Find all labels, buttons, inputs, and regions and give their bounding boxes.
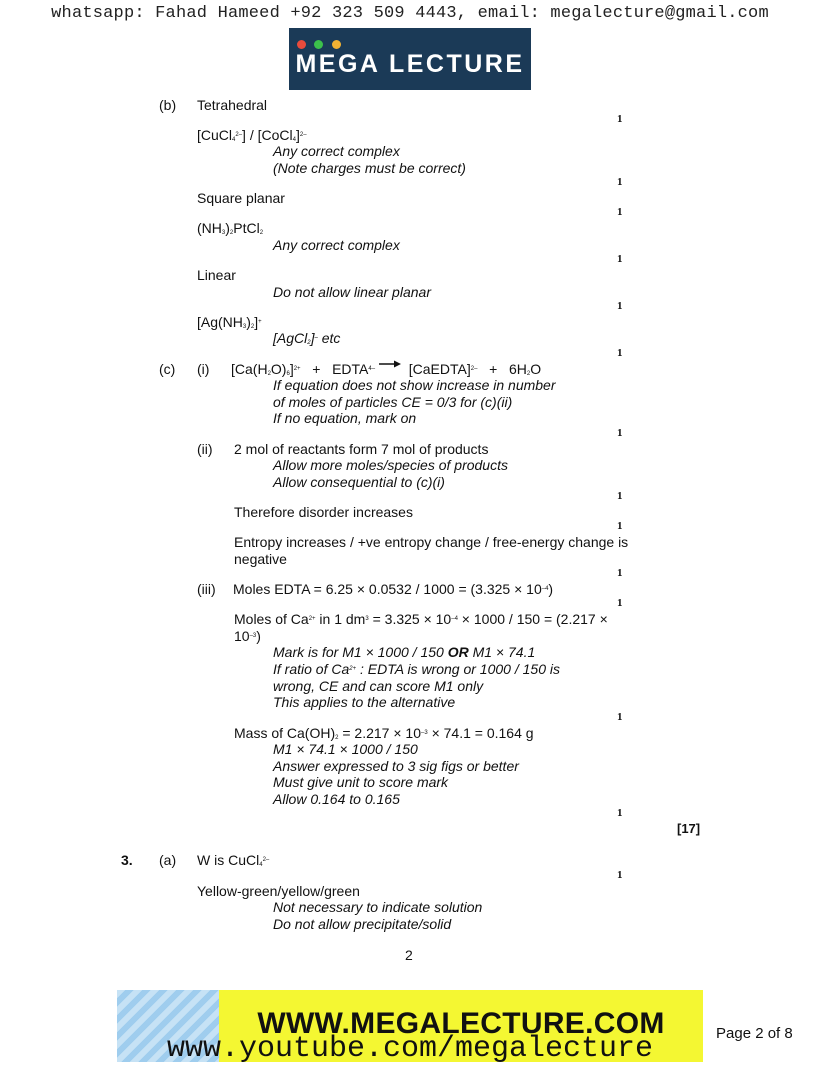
moles-edta-text: Moles EDTA = $6.25 \times 0.0532 / 1000 = (3.325 \times 10^{-4})$ [233,581,554,597]
mark-13: 1 [617,807,623,819]
linear-complex: $[Ag(NH_3)_2]^+$ [197,314,262,330]
part-3a-label: (a) [159,852,177,868]
mass-text: Mass of $Ca(OH)_2 = 2.217 \times 10^{-3} \times 74.1 = 0.164$ g [234,725,534,741]
note-m1-calc: M1 × 74.1 × 1000 / 150 [273,741,418,757]
right-arrow-icon [379,355,401,371]
mark-4: 1 [617,253,623,265]
page-of-indicator: Page 2 of 8 [716,1025,793,1042]
red-dot-icon [297,40,306,49]
note-mark-for: Mark is for M1 × 1000 / 150 OR M1 × 74.1 [273,644,536,660]
note-any-correct-1: Any correct complex [273,143,400,159]
entropy-text-2: negative [234,551,287,567]
entropy-text-1: Entropy increases / +ve entropy change / free-energy change is [234,534,629,550]
part-c-i-label: (i) [197,361,210,377]
mark-5: 1 [617,300,623,312]
mark-3: 1 [617,206,623,218]
note-charges: (Note charges must be correct) [273,160,466,176]
square-planar-complex: $(NH_3)_2PtCl_2$ [197,220,264,236]
note-sig-figs: Answer expressed to 3 sig figs or better [273,758,519,774]
question-3-label: 3. [121,852,133,868]
moles-ca-text-2: $10^{-3}$) [234,628,261,644]
mark-2: 1 [617,176,623,188]
disorder-text: Therefore disorder increases [234,504,413,520]
note-equation-2: of moles of particles CE = 0/3 for (c)(ii) [273,394,513,410]
part-b-label: (b) [159,97,177,113]
note-ratio: If ratio of $Ca^{2+}$ : EDTA is wrong or 1000 / 150 is [273,661,560,677]
linear-alt-complex: [AgCl$_2$]– etc [273,330,341,346]
mark-14: 1 [617,869,623,881]
square-planar-text: Square planar [197,190,285,206]
tetrahedral-text: Tetrahedral [197,97,268,113]
contact-header: whatsapp: Fahad Hameed +92 323 509 4443, email: megalecture@gmail.com [51,4,769,23]
mark-9: 1 [617,520,623,532]
note-more-moles: Allow more moles/species of products [273,457,508,473]
total-marks: [17] [677,821,701,836]
mark-10: 1 [617,567,623,579]
note-wrong-ce: wrong, CE and can score M1 only [273,678,484,694]
mark-6: 1 [617,347,623,359]
linear-text: Linear [197,267,236,283]
page-number: 2 [405,947,413,963]
mark-12: 1 [617,711,623,723]
mark-7: 1 [617,427,623,439]
colour-text: Yellow-green/yellow/green [197,883,360,899]
mark-8: 1 [617,490,623,502]
orange-dot-icon [332,40,341,49]
note-equation-3: If no equation, mark on [273,410,417,426]
note-allow-range: Allow 0.164 to 0.165 [273,791,400,807]
reactants-products-text: 2 mol of reactants form 7 mol of products [234,441,489,457]
equation: $[Ca(H_2O)_6]^{2+}$ + $EDTA^{4-}$ [CaEDTA]$^{2-}$ + $6H_2O$ [231,361,541,382]
mega-lecture-logo [289,28,531,90]
part-c-label: (c) [159,361,176,377]
mark-1: 1 [617,113,623,125]
note-unit: Must give unit to score mark [273,774,449,790]
mark-11: 1 [617,597,623,609]
website-link[interactable]: WWW.MEGALECTURE.COM [257,1007,665,1040]
note-equation-1: If equation does not show increase in number [273,377,556,393]
green-dot-icon [314,40,323,49]
tetrahedral-complex: [CuCl$_4^{2-}$] / [CoCl$_4$]$^{2-}$ [197,127,307,143]
note-consequential: Allow consequential to (c)(i) [273,474,445,490]
moles-ca-text: Moles of $Ca^{2+}$ in 1 $dm^3 = 3.325 \times 10^{-4} \times 1000 / 150 = (2.217$ × [234,611,608,627]
part-c-ii-label: (ii) [197,441,213,457]
note-any-correct-2: Any correct complex [273,237,400,253]
note-linear-planar: Do not allow linear planar [273,284,431,300]
part-c-iii-label: (iii) [197,581,216,597]
note-not-necessary: Not necessary to indicate solution [273,899,483,915]
w-identity-text: W is CuCl$_4^{2-}$ [197,852,270,868]
note-no-precipitate: Do not allow precipitate/solid [273,916,452,932]
logo-text: MEGA LECTURE [295,50,525,78]
youtube-link[interactable]: www.youtube.com/megalecture [166,1032,654,1066]
note-applies-alternative: This applies to the alternative [273,694,456,710]
